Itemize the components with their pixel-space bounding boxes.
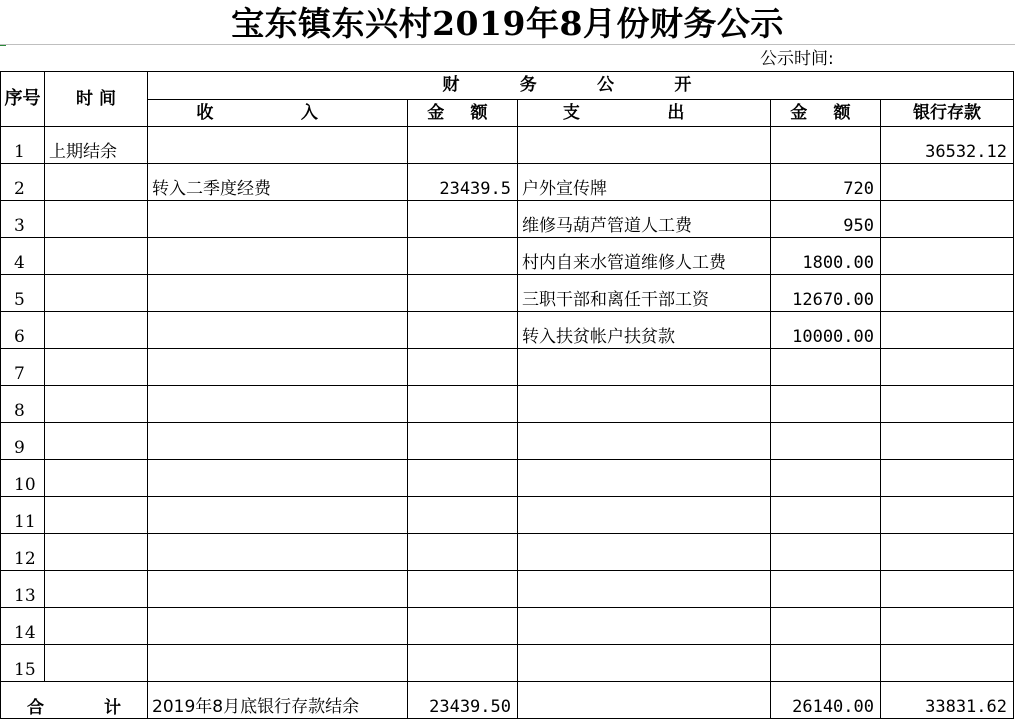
row-bank-deposit-cell[interactable] [881, 571, 1014, 608]
row-time-cell[interactable] [45, 201, 148, 238]
row-income-amount-cell[interactable] [408, 497, 518, 534]
row-income-amount-cell[interactable] [408, 423, 518, 460]
row-bank-deposit-cell[interactable] [881, 423, 1014, 460]
row-time-cell[interactable] [45, 238, 148, 275]
row-seq-cell[interactable]: 8 [1, 386, 45, 423]
table-row [1, 571, 1014, 608]
row-income-cell[interactable] [148, 238, 408, 275]
row-bank-deposit-cell[interactable] [881, 238, 1014, 275]
row-expense-cell[interactable]: 户外宣传牌 [518, 164, 771, 201]
row-time-cell[interactable] [45, 423, 148, 460]
row-income-amount-cell[interactable] [408, 201, 518, 238]
row-seq-cell[interactable]: 1 [1, 127, 45, 164]
row-income-amount-cell[interactable] [408, 645, 518, 682]
total-expense-cell[interactable] [518, 682, 771, 719]
row-income-amount-cell[interactable] [408, 534, 518, 571]
table-row [1, 645, 1014, 682]
row-expense-cell[interactable] [518, 608, 771, 645]
table-row [1, 312, 1014, 349]
gridline [0, 44, 1015, 45]
row-time-cell[interactable] [45, 645, 148, 682]
header-seq[interactable]: 序号 [1, 72, 45, 127]
row-expense-cell[interactable]: 三职干部和离任干部工资 [518, 275, 771, 312]
row-bank-deposit-cell[interactable]: 36532.12 [881, 127, 1014, 164]
row-expense-cell[interactable] [518, 497, 771, 534]
row-income-cell[interactable] [148, 201, 408, 238]
row-expense-amount-cell[interactable] [771, 127, 881, 164]
row-bank-deposit-cell[interactable] [881, 164, 1014, 201]
table-row [1, 238, 1014, 275]
table-row [1, 201, 1014, 238]
total-label-cell[interactable] [1, 682, 148, 719]
table-row [1, 349, 1014, 386]
row-time-cell[interactable]: 上期结余 [45, 127, 148, 164]
row-seq-cell[interactable]: 7 [1, 349, 45, 386]
header-bank-deposit[interactable]: 银行存款 [881, 100, 1014, 127]
total-label-right: 计 [104, 698, 121, 718]
row-expense-cell[interactable] [518, 386, 771, 423]
row-expense-amount-cell[interactable] [771, 608, 881, 645]
row-expense-cell[interactable]: 维修马葫芦管道人工费 [518, 201, 771, 238]
publish-time-label: 公示时间: [760, 49, 834, 69]
row-income-amount-cell[interactable] [408, 127, 518, 164]
row-expense-amount-cell[interactable]: 10000.00 [771, 312, 881, 349]
header-expense[interactable]: 支 出 [518, 100, 771, 127]
row-bank-deposit-cell[interactable] [881, 534, 1014, 571]
row-expense-amount-cell[interactable]: 950 [771, 201, 881, 238]
table-row [1, 275, 1014, 312]
header-expense-amount[interactable]: 金 额 [771, 100, 881, 127]
row-income-cell[interactable]: 转入二季度经费 [148, 164, 408, 201]
row-income-cell[interactable] [148, 423, 408, 460]
total-row [1, 682, 1014, 719]
header-finance-public[interactable]: 财 务 公 开 [148, 72, 1014, 100]
row-seq-cell[interactable]: 5 [1, 275, 45, 312]
row-income-cell[interactable] [148, 127, 408, 164]
row-expense-amount-cell[interactable]: 720 [771, 164, 881, 201]
row-time-cell[interactable] [45, 534, 148, 571]
header-income[interactable]: 收 入 [148, 100, 408, 127]
row-income-cell[interactable] [148, 645, 408, 682]
row-expense-amount-cell[interactable] [771, 645, 881, 682]
row-time-cell[interactable] [45, 386, 148, 423]
row-expense-amount-cell[interactable]: 1800.00 [771, 238, 881, 275]
row-expense-amount-cell[interactable] [771, 534, 881, 571]
row-time-cell[interactable] [45, 571, 148, 608]
row-income-cell[interactable] [148, 349, 408, 386]
row-expense-cell[interactable] [518, 645, 771, 682]
row-bank-deposit-cell[interactable] [881, 386, 1014, 423]
total-bank-deposit-cell[interactable]: 33831.62 [881, 682, 1014, 719]
row-time-cell[interactable] [45, 164, 148, 201]
table-row [1, 386, 1014, 423]
row-expense-cell[interactable] [518, 534, 771, 571]
table-row [1, 534, 1014, 571]
table-row [1, 127, 1014, 164]
row-income-amount-cell[interactable] [408, 571, 518, 608]
row-bank-deposit-cell[interactable] [881, 608, 1014, 645]
row-expense-amount-cell[interactable] [771, 460, 881, 497]
table-row [1, 423, 1014, 460]
row-expense-cell[interactable]: 村内自来水管道维修人工费 [518, 238, 771, 275]
row-income-amount-cell[interactable] [408, 386, 518, 423]
row-expense-amount-cell[interactable] [771, 497, 881, 534]
row-expense-cell[interactable]: 转入扶贫帐户扶贫款 [518, 312, 771, 349]
row-income-cell[interactable] [148, 312, 408, 349]
total-expense-amount-cell[interactable]: 26140.00 [771, 682, 881, 719]
row-time-cell[interactable] [45, 349, 148, 386]
row-seq-cell[interactable]: 11 [1, 497, 45, 534]
row-time-cell[interactable] [45, 275, 148, 312]
row-expense-cell[interactable] [518, 349, 771, 386]
row-seq-cell[interactable]: 15 [1, 645, 45, 682]
row-seq-cell[interactable]: 3 [1, 201, 45, 238]
table-row [1, 164, 1014, 201]
total-label-left: 合 [27, 698, 44, 718]
row-time-cell[interactable] [45, 312, 148, 349]
row-income-cell[interactable] [148, 608, 408, 645]
row-income-amount-cell[interactable] [408, 608, 518, 645]
row-income-amount-cell[interactable] [408, 275, 518, 312]
row-expense-amount-cell[interactable] [771, 349, 881, 386]
row-seq-cell[interactable]: 9 [1, 423, 45, 460]
row-expense-cell[interactable] [518, 460, 771, 497]
row-income-amount-cell[interactable] [408, 312, 518, 349]
row-income-cell[interactable] [148, 571, 408, 608]
row-expense-amount-cell[interactable]: 12670.00 [771, 275, 881, 312]
table-row [1, 497, 1014, 534]
finance-table [0, 71, 1014, 719]
row-expense-amount-cell[interactable] [771, 571, 881, 608]
row-seq-cell[interactable]: 4 [1, 238, 45, 275]
table-row [1, 460, 1014, 497]
row-income-cell[interactable] [148, 460, 408, 497]
row-bank-deposit-cell[interactable] [881, 497, 1014, 534]
total-income-note-cell[interactable]: 2019年8月底银行存款结余 [148, 682, 408, 719]
row-time-cell[interactable] [45, 460, 148, 497]
row-bank-deposit-cell[interactable] [881, 645, 1014, 682]
row-income-cell[interactable] [148, 386, 408, 423]
row-income-amount-cell[interactable] [408, 238, 518, 275]
row-bank-deposit-cell[interactable] [881, 460, 1014, 497]
row-bank-deposit-cell[interactable] [881, 201, 1014, 238]
row-seq-cell[interactable]: 2 [1, 164, 45, 201]
row-income-cell[interactable] [148, 275, 408, 312]
row-income-cell[interactable] [148, 534, 408, 571]
total-income-amount-cell[interactable]: 23439.50 [408, 682, 518, 719]
row-time-cell[interactable] [45, 497, 148, 534]
row-expense-cell[interactable] [518, 127, 771, 164]
row-bank-deposit-cell[interactable] [881, 349, 1014, 386]
header-time[interactable]: 时 间 [45, 72, 148, 127]
table-row [1, 608, 1014, 645]
row-seq-cell[interactable]: 13 [1, 571, 45, 608]
row-expense-amount-cell[interactable] [771, 386, 881, 423]
page-title: 宝东镇东兴村2019年8月份财务公示 [231, 4, 784, 43]
row-expense-cell[interactable] [518, 571, 771, 608]
row-seq-cell[interactable]: 6 [1, 312, 45, 349]
row-income-amount-cell[interactable] [408, 349, 518, 386]
row-seq-cell[interactable]: 10 [1, 460, 45, 497]
row-income-cell[interactable] [148, 497, 408, 534]
row-income-amount-cell[interactable]: 23439.5 [408, 164, 518, 201]
row-seq-cell[interactable]: 12 [1, 534, 45, 571]
row-income-amount-cell[interactable] [408, 460, 518, 497]
row-time-cell[interactable] [45, 608, 148, 645]
row-bank-deposit-cell[interactable] [881, 312, 1014, 349]
row-expense-cell[interactable] [518, 423, 771, 460]
row-bank-deposit-cell[interactable] [881, 275, 1014, 312]
row-seq-cell[interactable]: 14 [1, 608, 45, 645]
row-expense-amount-cell[interactable] [771, 423, 881, 460]
header-income-amount[interactable]: 金 额 [408, 100, 518, 127]
